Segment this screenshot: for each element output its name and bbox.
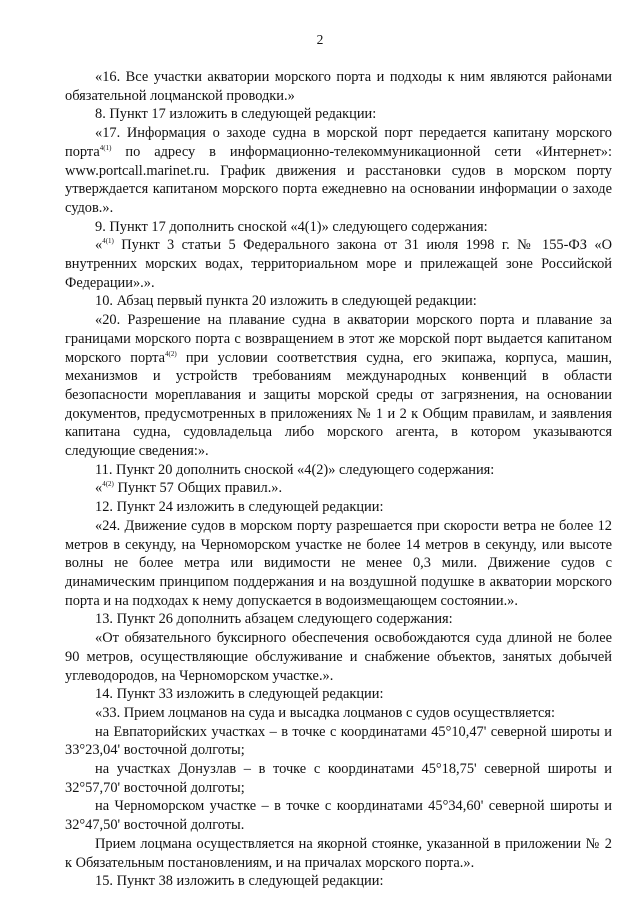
amendment-13: 13. Пункт 26 дополнить абзацем следующего содержания: (95, 611, 453, 628)
pilot-point-black-sea: на Черноморском участке – в точке с координатами 45°34,60' северной широты и 32°47,50' восточной долготы. (65, 798, 612, 834)
text-part: «20. Разрешение на плавание судна в акватории морского порта и плавание за границами морского порта с возвращением в этот же морской порт выдается капитаном морского порта (65, 312, 612, 366)
amendment-9: 9. Пункт 17 дополнить сноской «4(1)» следующего содержания: (95, 218, 488, 235)
document-body (65, 68, 612, 891)
pilot-point-donuzlav: на участках Донузлав – в точке с координатами 45°18,75' северной широты и 32°57,70' восточной долготы; (65, 761, 612, 796)
text-part: по адресу в информационно-телекоммуникационной сети «Интернет»: www.portcall.marinet.ru. График движения и расстановки судов в морском порту утверждается капитаном морского порта ежедневно на основании информации о заходе судов.». (65, 143, 612, 216)
footnote-ref: 4(1) (99, 143, 112, 152)
amendment-14: 14. Пункт 33 изложить в следующей редакции: (95, 686, 384, 703)
text-part: при условии соответствия судна, его экипажа, корпуса, машин, механизмов и устройств требованиям международных конвенций в области безопасности мореплавания и защиты морской среды от загрязнения, на основании документов, предусмотренных в приложениях № 1 и 2 к Общим правилам, и заявления капитана судна, судовладельца либо морского агента, в котором указываются следующие сведения:». (65, 349, 613, 460)
amendment-12: 12. Пункт 24 изложить в следующей редакции: (95, 499, 384, 516)
footnote-4-2-text (65, 479, 612, 498)
footnote-ref: 4(2) (165, 349, 177, 358)
footnote-ref: 4(2) (102, 480, 114, 489)
paragraph-33-intro: «33. Прием лоцманов на суда и высадка лоцманов с судов осуществляется: (95, 704, 556, 721)
paragraph-16-text: «16. Все участки акватории морского порта и подходы к ним являются районами обязательной лоцманской проводки.» (65, 69, 612, 104)
footnote-ref: 4(1) (102, 237, 114, 246)
amendment-11: 11. Пункт 20 дополнить сноской «4(2)» следующего содержания: (95, 461, 495, 478)
page-number: 2 (316, 32, 324, 47)
paragraph-20-text (65, 311, 612, 461)
footnote-4-1-text (65, 236, 612, 292)
text-part: «17. Информация о заходе судна в морской порт передается капитану морского порта (65, 125, 612, 160)
paragraph-24-text: «24. Движение судов в морском порту разрешается при скорости ветра не более 12 метров в секунду, на Черноморском участке не более 14 метров в секунду, или высоте волны не более метра или видимости не менее 0,3 мили. Движение судов с динамическим принципом поддержания и на воздушной подушке в акватории морского порта и на подходах к нему допускается в водоизмещающем состоянии.». (65, 517, 612, 609)
amendment-8: 8. Пункт 17 изложить в следующей редакции: (95, 106, 377, 123)
paragraph-26-addition: «От обязательного буксирного обеспечения освобождаются суда длиной не более 90 метров, осуществляющие обслуживание и снабжение объектов, занятых добычей углеводородов, на Черноморском участке.». (65, 630, 612, 684)
text-part: « (95, 237, 103, 254)
pilot-point-evpatoria: на Евпаторийских участках – в точке с координатами 45°10,47' северной широты и 33°23,04' восточной долготы; (65, 723, 612, 759)
pilot-reception-note: Прием лоцмана осуществляется на якорной стоянке, указанной в приложении № 2 к Обязательным постановлениям, и на причалах морского порта.». (65, 835, 612, 871)
amendment-15: 15. Пункт 38 изложить в следующей редакции: (95, 873, 384, 890)
paragraph-17-text (65, 124, 612, 218)
text-part: « (95, 480, 103, 497)
amendment-10: 10. Абзац первый пункта 20 изложить в следующей редакции: (95, 293, 477, 310)
text-part: Пункт 3 статьи 5 Федерального закона от 31 июля 1998 г. № 155-ФЗ «О внутренних морских водах, территориальном море и прилежащей зоне Российской Федерации».». (65, 237, 612, 291)
text-part: Пункт 57 Общих правил.». (113, 480, 283, 497)
